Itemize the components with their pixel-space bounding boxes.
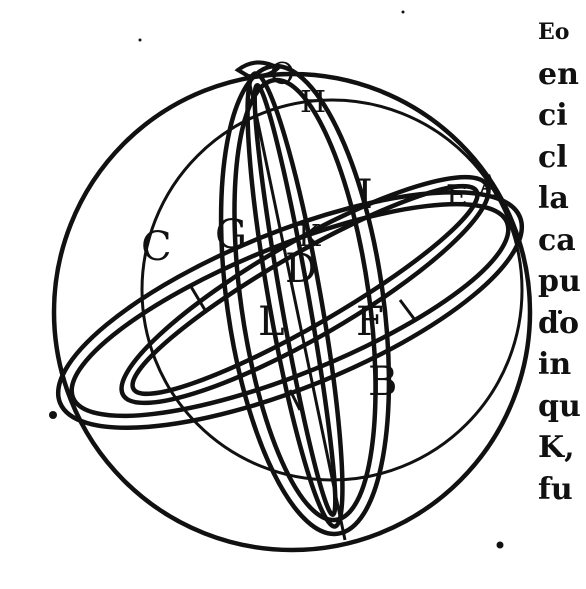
label-g: G	[215, 212, 247, 258]
text-line: fu	[538, 471, 573, 507]
label-l: L	[258, 299, 285, 345]
text-line: en	[538, 56, 579, 92]
label-i: I	[357, 172, 373, 218]
label-h: H	[300, 85, 327, 120]
text-line: do	[538, 305, 579, 341]
inner-sphere-circle	[142, 100, 522, 480]
text-line: cl	[538, 139, 568, 175]
text-line: pu	[538, 264, 581, 299]
label-a: A	[478, 169, 500, 204]
text-line: la	[538, 181, 569, 216]
text-line: Eo	[538, 19, 570, 45]
label-e: E	[446, 179, 468, 214]
label-o: O	[270, 57, 295, 92]
text-line: ci	[538, 98, 568, 133]
label-f: F	[356, 299, 384, 345]
text-line: qu	[538, 388, 581, 424]
label-b: B	[368, 359, 398, 405]
text-line: in	[538, 347, 572, 382]
text-line: K,	[538, 430, 575, 465]
label-k: K	[298, 219, 321, 254]
label-d: D	[285, 246, 318, 292]
cropped-text-column	[538, 12, 586, 510]
label-c: C	[141, 224, 172, 270]
text-line: ca	[538, 222, 576, 258]
